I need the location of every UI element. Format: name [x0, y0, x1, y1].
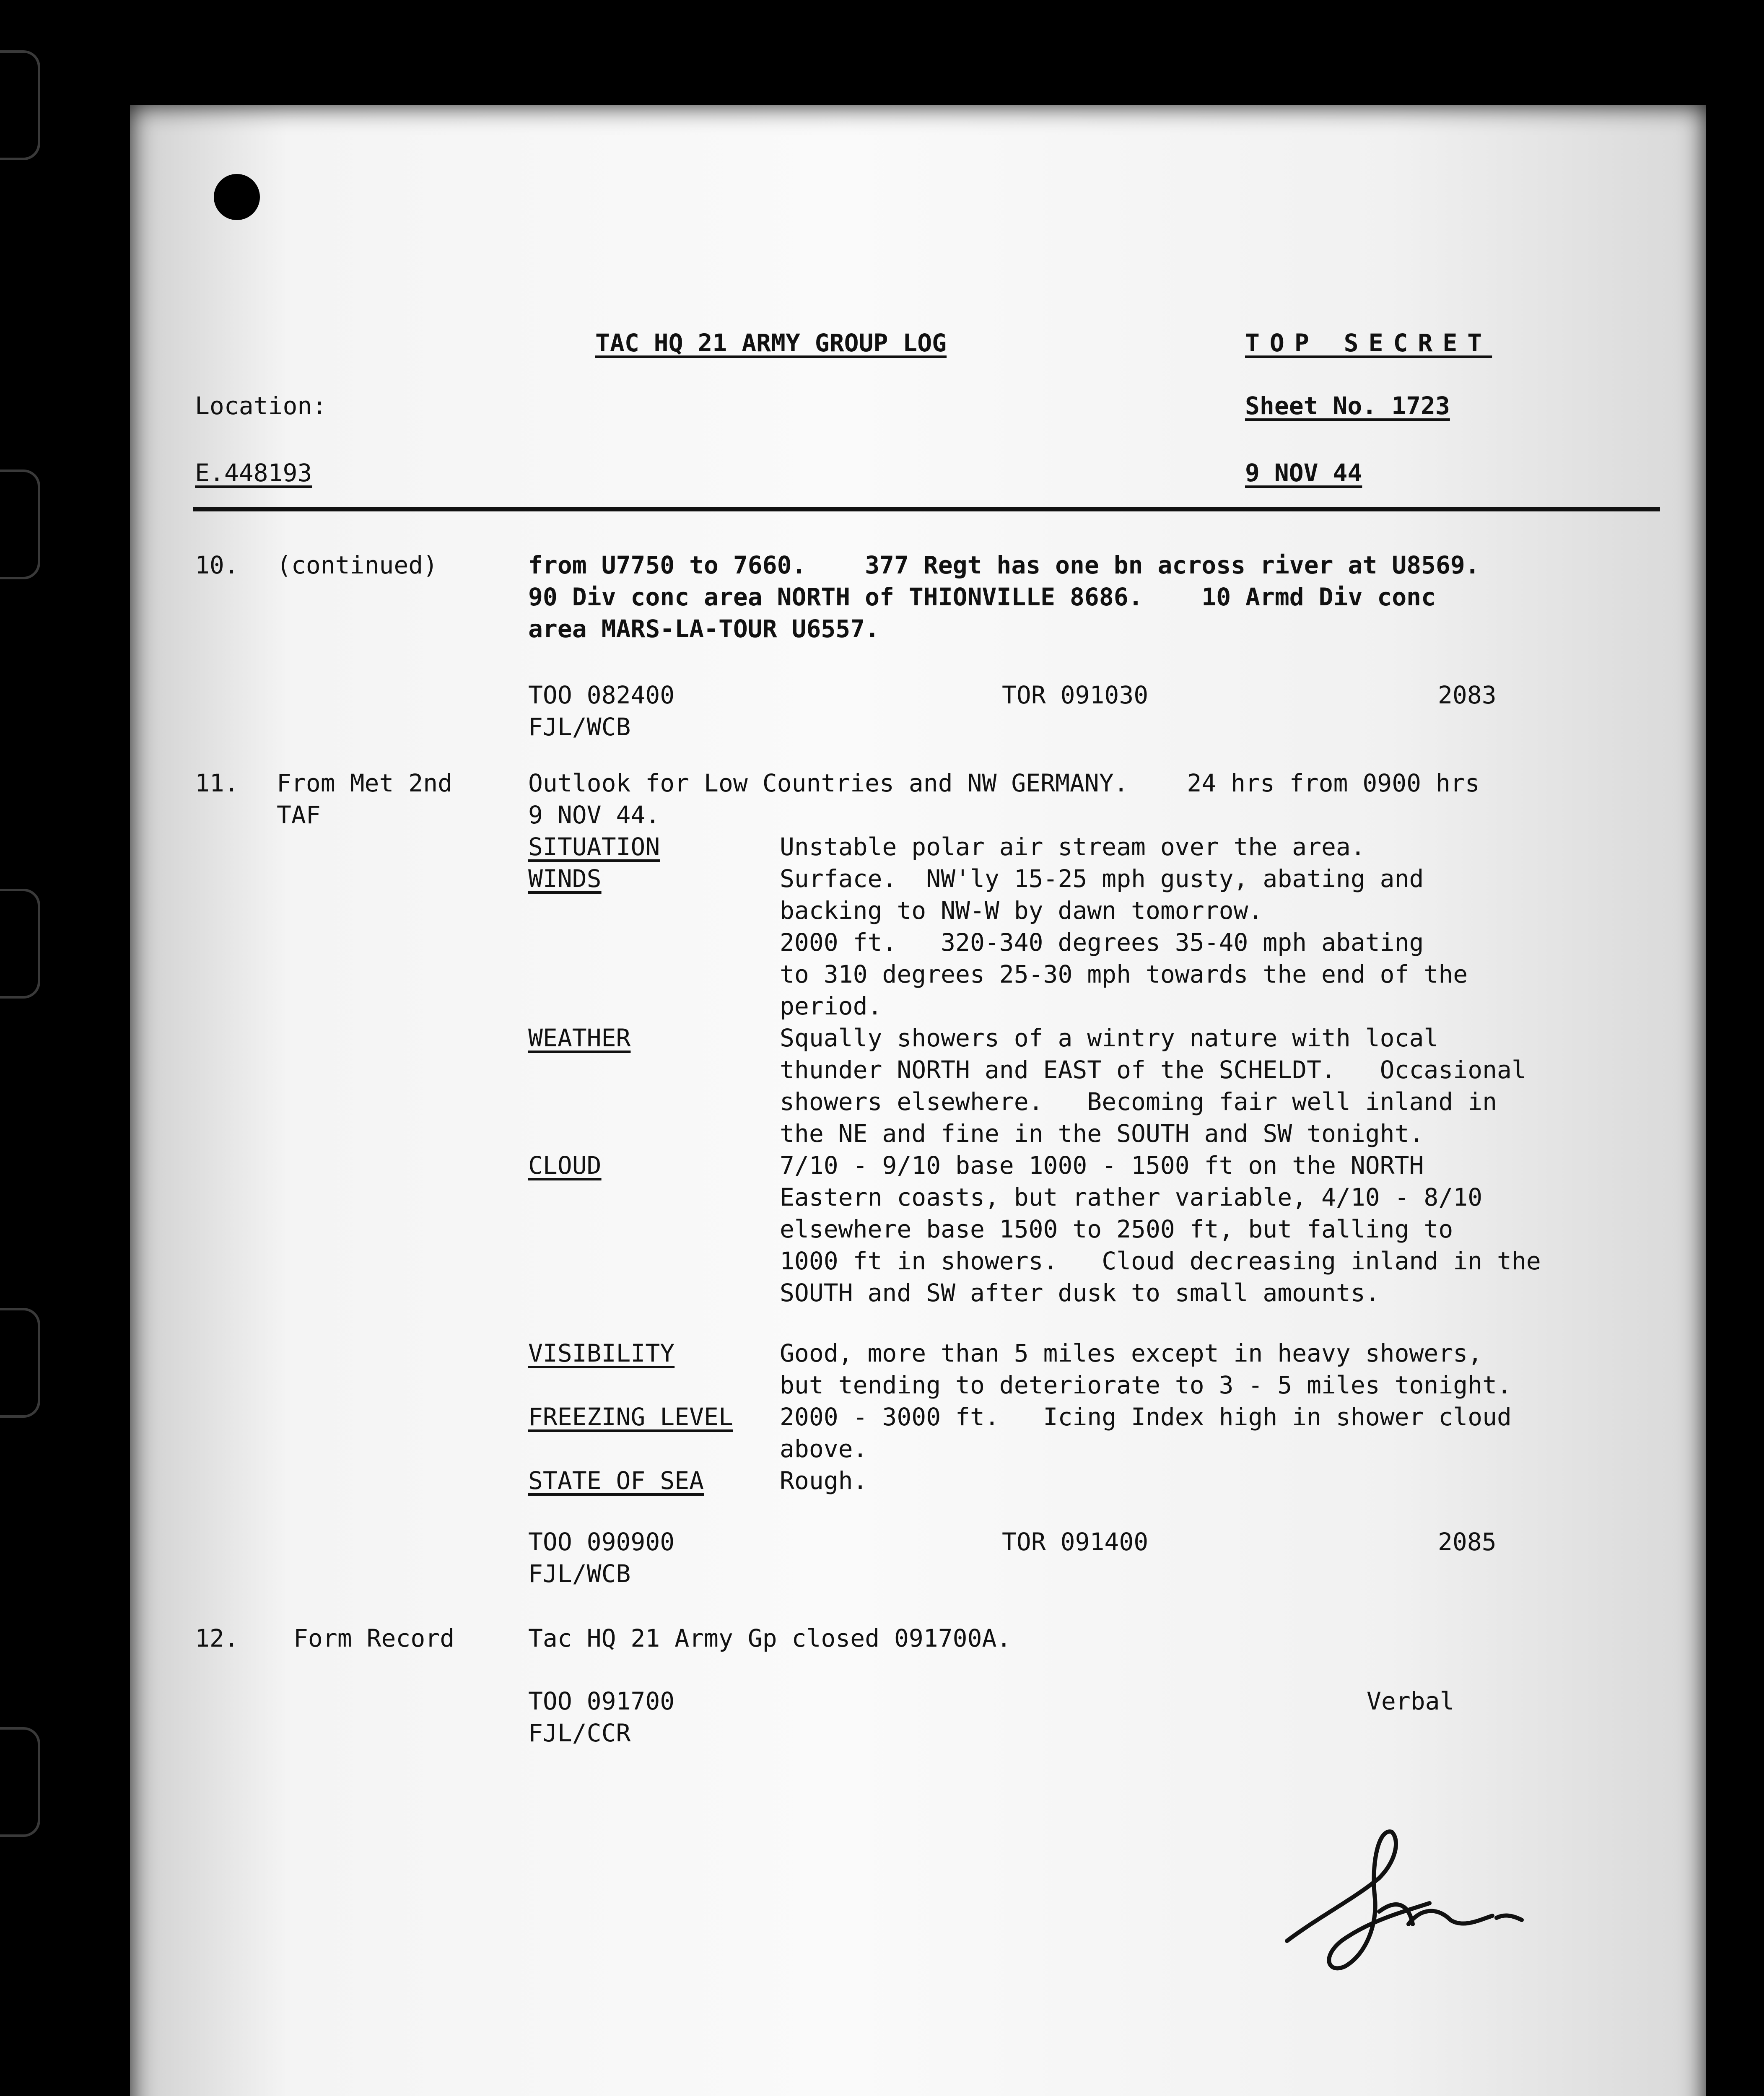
time-of-receipt: TOR 091030 — [1002, 681, 1149, 709]
transmission-method: Verbal — [1367, 1687, 1455, 1715]
entry-number: 10. — [195, 551, 239, 579]
entry-source: From Met 2nd — [277, 769, 453, 797]
forecast-label: STATE OF SEA — [528, 1466, 704, 1495]
entry-number: 12. — [195, 1624, 239, 1652]
entry-source: (continued) — [277, 551, 438, 579]
forecast-line: backing to NW-W by dawn tomorrow. — [780, 896, 1263, 925]
forecast-line: 7/10 - 9/10 base 1000 - 1500 ft on the NORTH — [780, 1151, 1424, 1180]
log-sheet — [130, 105, 1706, 2096]
time-of-origin: TOO 091700 — [528, 1687, 675, 1715]
entry-number: 11. — [195, 769, 239, 797]
film-perforation — [0, 889, 40, 999]
entry-line: 90 Div conc area NORTH of THIONVILLE 8686. 10 Armd Div conc — [528, 583, 1436, 611]
serial-number: 2083 — [1438, 681, 1497, 709]
log-date: 9 NOV 44 — [1245, 459, 1362, 487]
initials: FJL/WCB — [528, 1559, 631, 1588]
forecast-label: CLOUD — [528, 1151, 602, 1180]
forecast-line: to 310 degrees 25-30 mph towards the end of the — [780, 960, 1468, 988]
forecast-label: WEATHER — [528, 1024, 631, 1052]
forecast-line: Squally showers of a wintry nature with local — [780, 1024, 1439, 1052]
forecast-line: Good, more than 5 miles except in heavy showers, — [780, 1339, 1483, 1367]
film-perforation — [0, 1727, 40, 1837]
forecast-line: 2000 ft. 320-340 degrees 35-40 mph abating — [780, 928, 1424, 957]
forecast-label: VISIBILITY — [528, 1339, 675, 1367]
initials: FJL/CCR — [528, 1719, 631, 1747]
film-perforation — [0, 50, 40, 160]
time-of-receipt: TOR 091400 — [1002, 1528, 1149, 1556]
punch-hole — [214, 174, 260, 220]
film-perforation — [0, 1308, 40, 1418]
outlook-line: Outlook for Low Countries and NW GERMANY. 24 hrs from 0900 hrs — [528, 769, 1480, 797]
forecast-line: period. — [780, 992, 882, 1020]
forecast-line: but tending to deteriorate to 3 - 5 miles tonight. — [780, 1371, 1512, 1399]
forecast-line: elsewhere base 1500 to 2500 ft, but falling to — [780, 1215, 1453, 1243]
initials: FJL/WCB — [528, 713, 631, 741]
forecast-line: SOUTH and SW after dusk to small amounts. — [780, 1279, 1380, 1307]
forecast-label: WINDS — [528, 864, 602, 893]
serial-number: 2085 — [1438, 1528, 1497, 1556]
forecast-line: showers elsewhere. Becoming fair well inland in — [780, 1087, 1497, 1116]
forecast-line: 1000 ft in showers. Cloud decreasing inland in the — [780, 1247, 1541, 1275]
forecast-line: Surface. NW'ly 15-25 mph gusty, abating and — [780, 864, 1424, 893]
forecast-label: SITUATION — [528, 833, 660, 861]
location-value: E.448193 — [195, 459, 312, 487]
entry-line: Tac HQ 21 Army Gp closed 091700A. — [528, 1624, 1012, 1652]
time-of-origin: TOO 082400 — [528, 681, 675, 709]
film-perforation — [0, 470, 40, 579]
outlook-line: 9 NOV 44. — [528, 801, 660, 829]
forecast-line: Eastern coasts, but rather variable, 4/10 - 8/10 — [780, 1183, 1483, 1211]
forecast-line: thunder NORTH and EAST of the SCHELDT. Occasional — [780, 1056, 1526, 1084]
handwritten-signature — [1270, 1815, 1572, 1991]
entry-source: Form Record — [293, 1624, 455, 1652]
forecast-line: Rough. — [780, 1466, 868, 1495]
classification: TOP SECRET — [1245, 329, 1492, 357]
entry-source: TAF — [277, 801, 321, 829]
entry-line: from U7750 to 7660. 377 Regt has one bn across river at U8569. — [528, 551, 1480, 579]
forecast-label: FREEZING LEVEL — [528, 1403, 733, 1431]
entry-line: area MARS-LA-TOUR U6557. — [528, 615, 880, 643]
forecast-line: above. — [780, 1435, 868, 1463]
forecast-line: Unstable polar air stream over the area. — [780, 833, 1365, 861]
sheet-number: Sheet No. 1723 — [1245, 392, 1450, 420]
log-title: TAC HQ 21 ARMY GROUP LOG — [595, 329, 947, 357]
forecast-line: 2000 - 3000 ft. Icing Index high in shower cloud — [780, 1403, 1512, 1431]
forecast-line: the NE and fine in the SOUTH and SW tonight. — [780, 1119, 1424, 1148]
time-of-origin: TOO 090900 — [528, 1528, 675, 1556]
location-label: Location: — [195, 392, 327, 420]
header-rule — [193, 507, 1660, 511]
